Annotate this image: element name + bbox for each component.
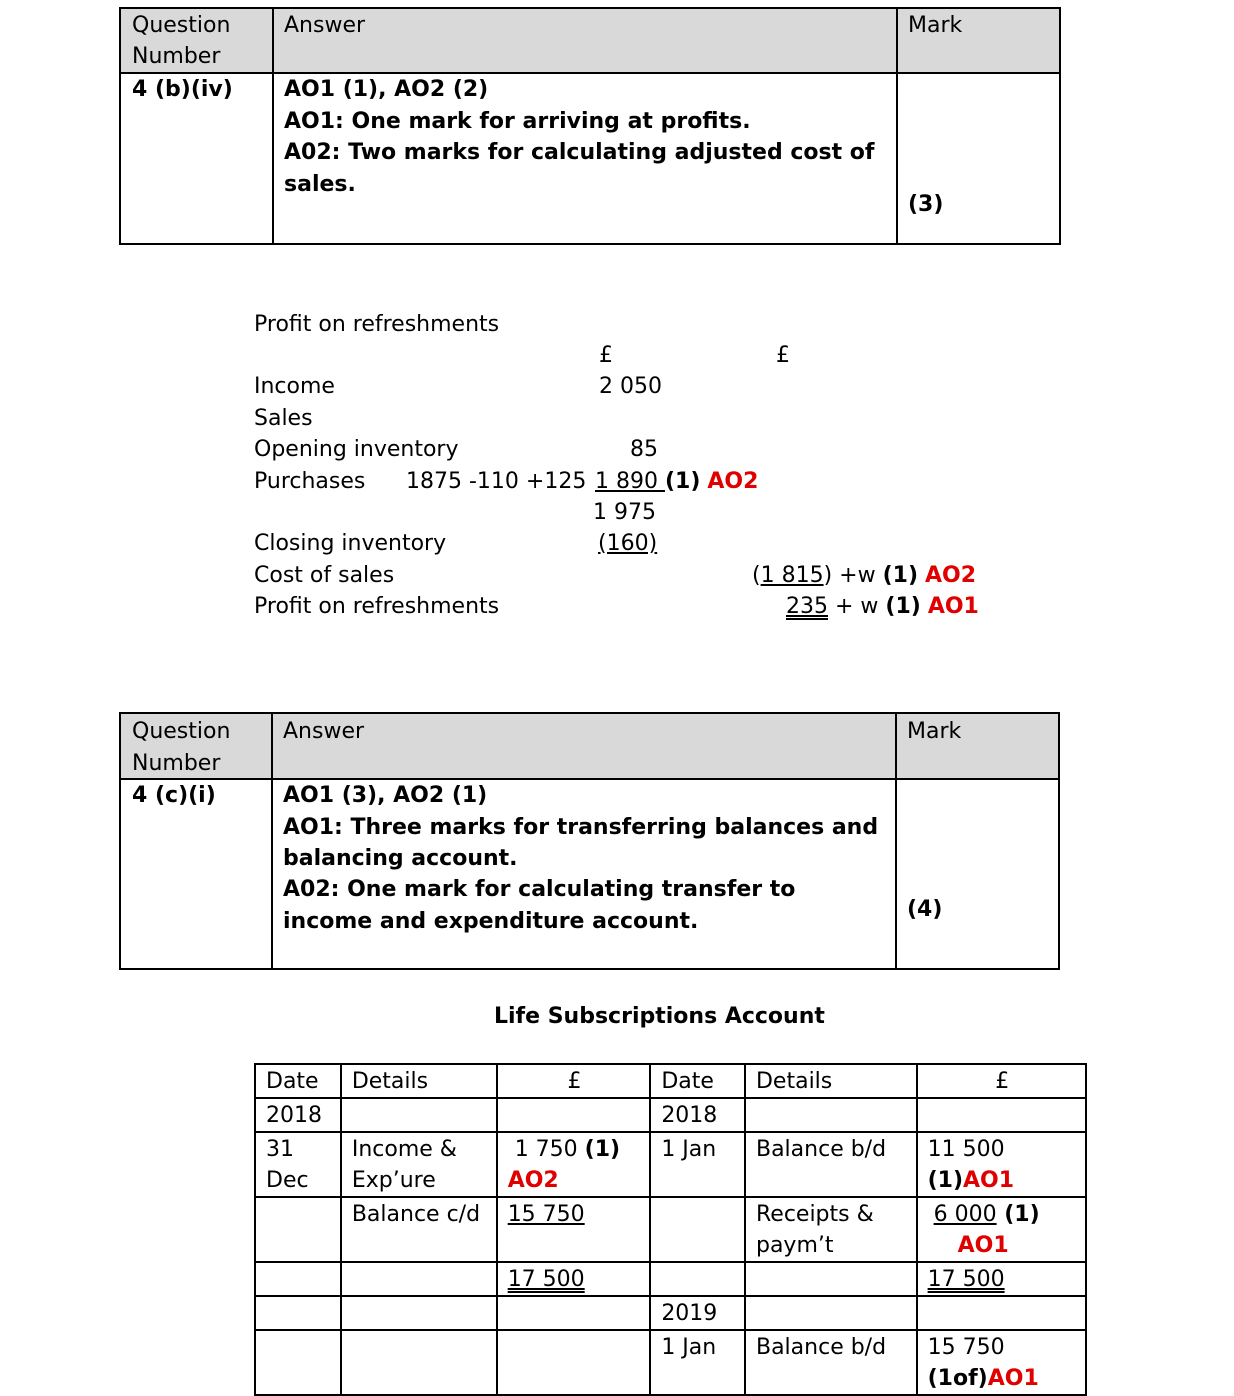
amount-cell (497, 1197, 651, 1262)
header-date-right: Date (650, 1064, 745, 1098)
amount-ao: AO1 (987, 1366, 1039, 1391)
purchases-label: Purchases (254, 469, 366, 494)
header-number: Number (132, 44, 221, 69)
year-left: 2018 (255, 1098, 341, 1132)
question-number: 4 (b)(iv) (132, 77, 233, 102)
purchases-ao: AO2 (707, 469, 759, 494)
purchases-calculation: 1875 -110 +125 (406, 469, 587, 494)
date-cell: 1 Jan (650, 1330, 745, 1395)
mark-scheme-box-4ci (119, 712, 1060, 970)
amount-mark: (1) (927, 1168, 964, 1193)
profit-line (786, 591, 979, 622)
amount-mark: (1) (996, 1202, 1040, 1227)
sales-label: Sales (254, 406, 313, 431)
amount-value: 15 750 (507, 1202, 585, 1227)
ledger-header-row (255, 1064, 1086, 1098)
header-question: Question (132, 719, 231, 744)
answer-line: balancing account. (283, 846, 518, 871)
answer-line: A02: One mark for calculating transfer to (283, 877, 796, 902)
answer-line: AO1: Three marks for transferring balances and (283, 815, 879, 840)
closing-inventory-value: (160) (598, 531, 658, 556)
details-cell: Balance c/d (341, 1197, 497, 1262)
amount-mark: (1) (584, 1137, 621, 1162)
purchases-value: 1 890 (595, 469, 665, 494)
profit-value: 235 (786, 594, 828, 619)
question-number: 4 (c)(i) (132, 783, 216, 808)
life-subscriptions-ledger (254, 1063, 1087, 1396)
refresh-title: Profit on refreshments (254, 312, 500, 337)
answer-line: A02: Two marks for calculating adjusted cost of (284, 140, 875, 165)
opening-inventory-label: Opening inventory (254, 437, 459, 462)
details-cell: Balance b/d (745, 1132, 917, 1197)
detail-line: Receipts & (755, 1202, 874, 1227)
table-row (255, 1098, 1086, 1132)
table-row (255, 1197, 1086, 1262)
date-day: 31 (266, 1137, 294, 1162)
currency-col-2: £ (776, 343, 790, 368)
header-date-left: Date (255, 1064, 341, 1098)
total-right: 17 500 (927, 1267, 1005, 1292)
cos-w: +w (832, 563, 883, 588)
header-amount-left: £ (497, 1064, 651, 1098)
profit-w: + w (828, 594, 886, 619)
subtotal-value: 1 975 (593, 500, 656, 525)
detail-line: paym’t (755, 1233, 834, 1258)
amount-value: 1 750 (514, 1137, 585, 1162)
income-value: 2 050 (599, 374, 662, 399)
cos-mark: (1) (882, 563, 919, 588)
opening-inventory-value: 85 (630, 437, 658, 462)
cost-of-sales-value: 1 815 (760, 563, 824, 588)
date-month: Dec (266, 1168, 309, 1193)
details-cell (745, 1197, 917, 1262)
profit-label: Profit on refreshments (254, 594, 500, 619)
year-right: 2018 (650, 1098, 745, 1132)
mark-scheme-box-4biv (119, 7, 1061, 245)
answer-line: sales. (284, 172, 356, 197)
total-cell (497, 1262, 651, 1296)
closing-inventory-label: Closing inventory (254, 531, 447, 556)
table-row (255, 1262, 1086, 1296)
profit-ao: AO1 (927, 594, 979, 619)
income-label: Income (254, 374, 335, 399)
amount-mark: (1of) (927, 1366, 988, 1391)
cos-open-paren: ( (752, 563, 761, 588)
detail-line: Income & (351, 1137, 457, 1162)
cost-of-sales-label: Cost of sales (254, 563, 395, 588)
date-cell (255, 1132, 341, 1197)
amount-value: 15 750 (927, 1335, 1005, 1360)
header-mark: Mark (908, 13, 963, 38)
header-details-right: Details (745, 1064, 917, 1098)
cos-close-paren: ) (823, 563, 833, 588)
details-cell (341, 1132, 497, 1197)
currency-col-1: £ (599, 343, 613, 368)
amount-cell (917, 1197, 1086, 1262)
total-left: 17 500 (507, 1267, 585, 1292)
table-row (255, 1132, 1086, 1197)
answer-line: AO1 (1), AO2 (2) (284, 77, 489, 102)
detail-line: Exp’ure (351, 1168, 436, 1193)
mark-value: (4) (907, 897, 943, 922)
purchases-mark: (1) (664, 469, 701, 494)
answer-line: income and expenditure account. (283, 909, 699, 934)
ledger-title: Life Subscriptions Account (494, 1004, 825, 1029)
year-right: 2019 (650, 1296, 745, 1330)
profit-mark: (1) (885, 594, 921, 619)
cos-ao: AO2 (925, 563, 977, 588)
header-details-left: Details (341, 1064, 497, 1098)
amount-ao: AO1 (957, 1233, 1009, 1258)
amount-ao: AO1 (963, 1168, 1015, 1193)
answer-line: AO1 (3), AO2 (1) (283, 783, 488, 808)
cost-of-sales-line (752, 560, 976, 591)
header-question: Question (132, 13, 231, 38)
date-cell: 1 Jan (650, 1132, 745, 1197)
header-answer: Answer (284, 13, 366, 38)
header-number: Number (132, 751, 221, 776)
header-mark: Mark (907, 719, 962, 744)
answer-line: AO1: One mark for arriving at profits. (284, 109, 751, 134)
mark-value: (3) (908, 192, 944, 217)
details-cell: Balance b/d (745, 1330, 917, 1395)
amount-cell (917, 1330, 1086, 1395)
amount-cell (497, 1132, 651, 1197)
amount-cell (917, 1132, 1086, 1197)
purchases-value-line (595, 466, 758, 497)
header-amount-right: £ (917, 1064, 1086, 1098)
amount-value: 11 500 (927, 1137, 1005, 1162)
header-answer: Answer (283, 719, 365, 744)
amount-ao: AO2 (507, 1168, 559, 1193)
total-cell (917, 1262, 1086, 1296)
table-row (255, 1330, 1086, 1395)
amount-value: 6 000 (933, 1202, 997, 1227)
table-row (255, 1296, 1086, 1330)
